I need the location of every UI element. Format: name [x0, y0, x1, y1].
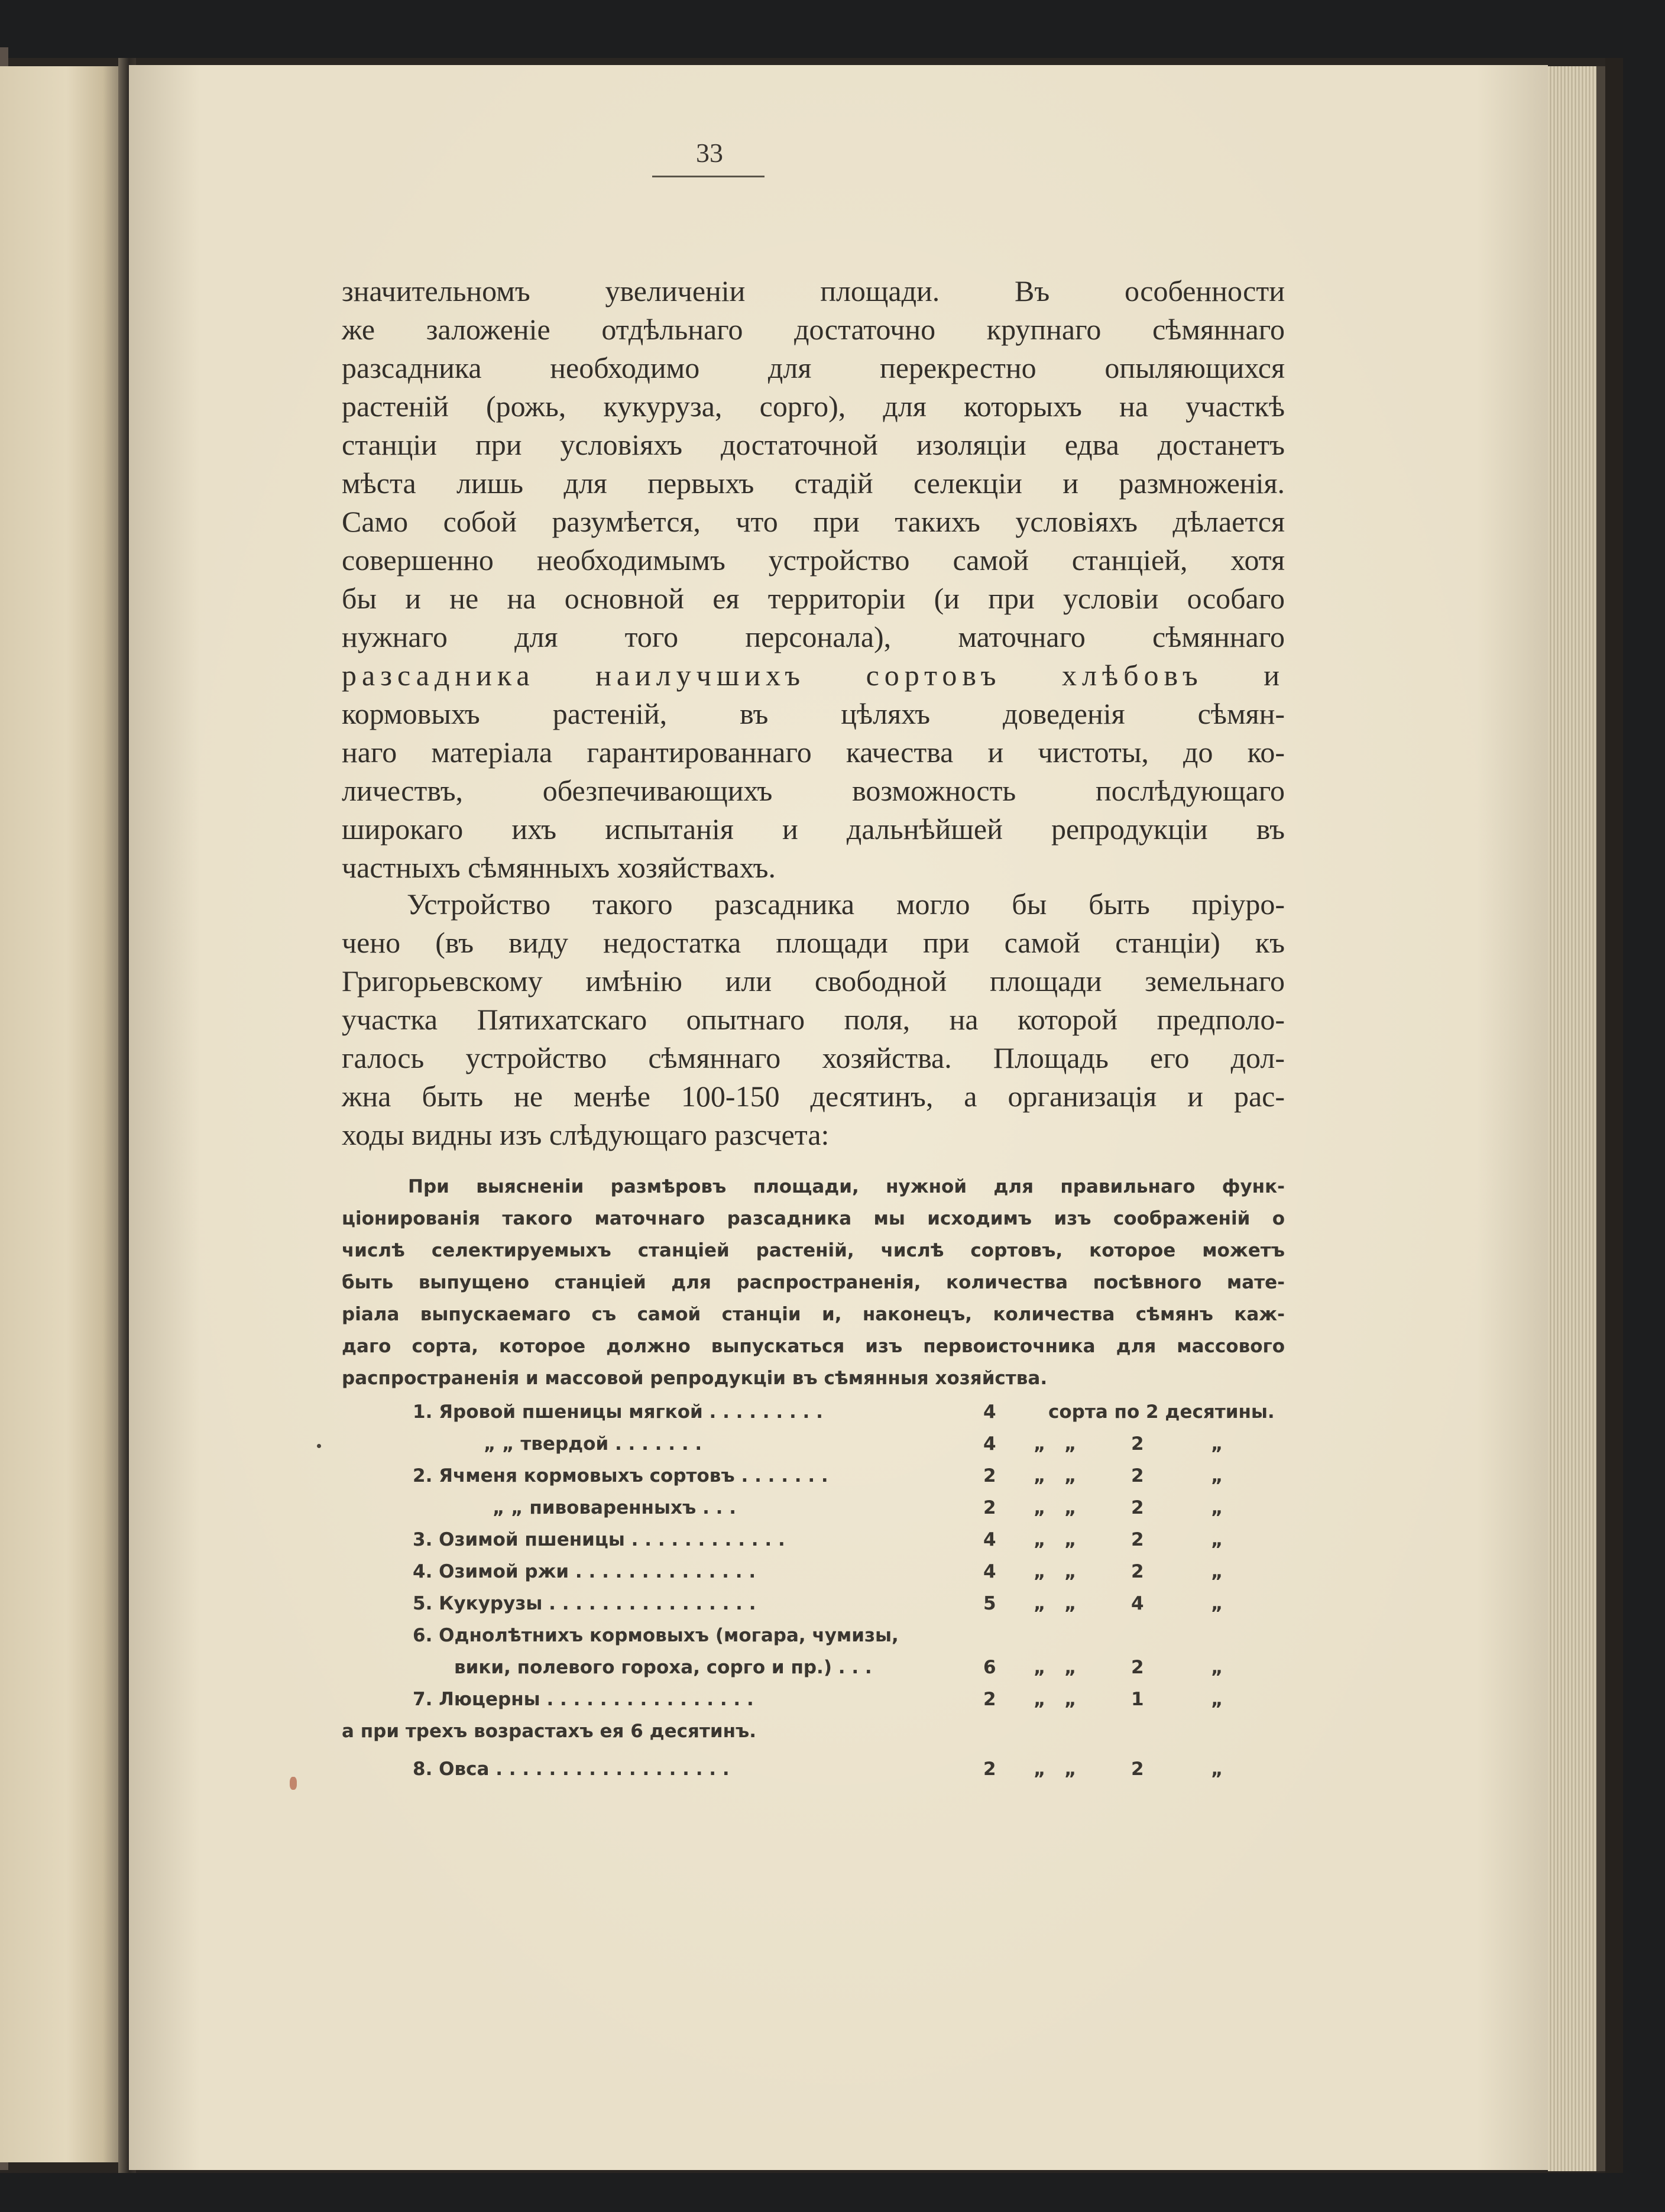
- list-item: [342, 1465, 1288, 1497]
- text-line: галось устройство сѣмяннаго хозяйства. Площадь его дол-: [342, 1041, 1285, 1074]
- text-line: значительномъ увеличеніи площади. Въ особенности: [342, 274, 1285, 307]
- list-item-value: 2: [1131, 1758, 1144, 1780]
- text-line: кормовыхъ растеній, въ цѣляхъ доведенія сѣмян-: [342, 697, 1285, 730]
- list-item-value: 2: [1131, 1657, 1144, 1678]
- text-line: частныхъ сѣмянныхъ хозяйствахъ.: [342, 851, 776, 884]
- list-item-label: вики, полевого гороха, сорго и пр.) . . .: [454, 1657, 872, 1678]
- list-item: [342, 1433, 1288, 1465]
- list-item: [342, 1689, 1288, 1721]
- list-item-count: 4: [983, 1561, 996, 1582]
- paragraph-2: [342, 885, 1285, 1154]
- ditto-mark: „: [1064, 1657, 1077, 1678]
- list-item-label: 1. Яровой пшеницы мягкой . . . . . . . . .: [413, 1401, 823, 1423]
- ditto-mark: „: [1034, 1433, 1046, 1455]
- list-item-count: 4: [983, 1433, 996, 1455]
- list-item-label: 2. Ячменя кормовыхъ сортовъ . . . . . . .: [413, 1465, 828, 1486]
- list-item-count: 4: [983, 1529, 996, 1550]
- ditto-mark: „: [1064, 1497, 1077, 1518]
- list-item: [342, 1561, 1288, 1593]
- ditto-mark: „: [1034, 1657, 1046, 1678]
- text-line: же заложеніе отдѣльнаго достаточно крупнаго сѣмяннаго: [342, 313, 1285, 346]
- list-note: [342, 1721, 1288, 1753]
- list-item: [342, 1529, 1288, 1561]
- text-line: станціи при условіяхъ достаточной изоляціи едва достанетъ: [342, 428, 1285, 461]
- crop-area-list: [342, 1401, 1288, 1790]
- text-line: мѣста лишь для первыхъ стадій селекціи и размноженія.: [342, 467, 1285, 500]
- list-item-label: 3. Озимой пшеницы . . . . . . . . . . . .: [413, 1529, 785, 1550]
- text-line: широкаго ихъ испытанія и дальнѣйшей репродукціи въ: [342, 812, 1285, 846]
- list-item-unit-text: сорта по 2 десятины.: [1048, 1401, 1275, 1423]
- list-note-label: а при трехъ возрастахъ ея 6 десятинъ.: [342, 1721, 757, 1742]
- text-line: разсадника необходимо для перекрестно опыляющихся: [342, 351, 1285, 384]
- list-item-label: „ „ пивоваренныхъ . . .: [493, 1497, 737, 1518]
- text-line: участка Пятихатскаго опытнаго поля, на которой предполо-: [342, 1003, 1285, 1036]
- text-line: совершенно необходимымъ устройство самой станціей, хотя: [342, 543, 1285, 577]
- small-text-line: быть выпущено станціей для распространенія, количества посѣвного мате-: [342, 1272, 1285, 1293]
- list-item-count: 2: [983, 1465, 996, 1486]
- ditto-mark: „: [1064, 1758, 1077, 1780]
- small-text-line: числѣ селектируемыхъ станціей растеній, числѣ сортовъ, которое можетъ: [342, 1240, 1285, 1261]
- stray-ink-mark: [317, 1444, 321, 1448]
- text-line: наго матеріала гарантированнаго качества и чистоты, до ко-: [342, 736, 1285, 769]
- small-text-line: ріала выпускаемаго съ самой станціи и, наконецъ, количества сѣмянъ каж-: [342, 1304, 1285, 1325]
- ditto-mark: „: [1064, 1433, 1077, 1455]
- ditto-mark: „: [1064, 1593, 1077, 1614]
- list-item: [342, 1758, 1288, 1790]
- text-line-spaced: разсадника наилучшихъ сортовъ хлѣбовъ и: [342, 659, 1285, 692]
- list-item-count: 4: [983, 1401, 996, 1423]
- text-line: Григорьевскому имѣнію или свободной площади земельнаго: [342, 964, 1285, 997]
- text-line: личествъ, обезпечивающихъ возможность послѣдующаго: [342, 774, 1285, 807]
- list-item-count: 2: [983, 1689, 996, 1710]
- list-item-value: 2: [1131, 1561, 1144, 1582]
- text-line: Устройство такого разсадника могло бы быть пріуро-: [407, 888, 1285, 921]
- ditto-mark: „: [1034, 1758, 1046, 1780]
- small-text-line: даго сорта, которое должно выпускаться изъ первоисточника для массового: [342, 1336, 1285, 1357]
- list-item-label: 4. Озимой ржи . . . . . . . . . . . . . .: [413, 1561, 756, 1582]
- ditto-mark: „: [1211, 1593, 1223, 1614]
- ditto-mark: „: [1211, 1657, 1223, 1678]
- list-item-label: 7. Люцерны . . . . . . . . . . . . . . . .: [413, 1689, 754, 1710]
- list-item-value: 4: [1131, 1593, 1144, 1614]
- small-print-paragraph: [342, 1171, 1285, 1394]
- ditto-mark: „: [1211, 1433, 1223, 1455]
- ditto-mark: „: [1064, 1689, 1077, 1710]
- list-item-count: 2: [983, 1758, 996, 1780]
- list-item-value: 2: [1131, 1465, 1144, 1486]
- ditto-mark: „: [1211, 1561, 1223, 1582]
- text-line: бы и не на основной ея территоріи (и при условіи особаго: [342, 582, 1285, 615]
- text-line: чено (въ виду недостатка площади при самой станціи) къ: [342, 926, 1285, 959]
- list-item-value: 1: [1131, 1689, 1144, 1710]
- page-number-rule: [652, 176, 765, 177]
- page-edge-shadow: [1596, 66, 1605, 2171]
- list-item-count: 6: [983, 1657, 996, 1678]
- ditto-mark: „: [1034, 1529, 1046, 1550]
- list-item-count: 5: [983, 1593, 996, 1614]
- list-item-value: 2: [1131, 1529, 1144, 1550]
- ditto-mark: „: [1211, 1758, 1223, 1780]
- ditto-mark: „: [1211, 1497, 1223, 1518]
- right-board: [1605, 58, 1623, 2173]
- page-number: 33: [696, 138, 723, 168]
- ditto-mark: „: [1034, 1593, 1046, 1614]
- small-text-line: ціонированія такого маточнаго разсадника мы исходимъ изъ соображеній о: [342, 1208, 1285, 1229]
- text-line: Само собой разумѣется, что при такихъ условіяхъ дѣлается: [342, 505, 1285, 538]
- ditto-mark: „: [1064, 1529, 1077, 1550]
- list-item-label: „ „ твердой . . . . . . .: [484, 1433, 702, 1455]
- ditto-mark: „: [1211, 1529, 1223, 1550]
- list-item-label: 5. Кукурузы . . . . . . . . . . . . . . . .: [413, 1593, 756, 1614]
- list-item: [342, 1401, 1288, 1433]
- list-item-value: 2: [1131, 1497, 1144, 1518]
- list-item: [342, 1625, 1288, 1657]
- red-ink-mark: [290, 1777, 297, 1790]
- list-item-value: 2: [1131, 1433, 1144, 1455]
- ditto-mark: „: [1034, 1689, 1046, 1710]
- small-text-line: При выясненіи размѣровъ площади, нужной для правильнаго функ-: [408, 1176, 1285, 1197]
- text-line: ходы видны изъ слѣдующаго разсчета:: [342, 1118, 830, 1151]
- list-item-label: 6. Однолѣтнихъ кормовыхъ (могара, чумизы,: [413, 1625, 899, 1646]
- small-text-line: распространенія и массовой репродукціи въ сѣмянныя хозяйства.: [342, 1368, 1048, 1389]
- text-line: жна быть не менѣе 100-150 десятинъ, а организація и рас-: [342, 1080, 1285, 1113]
- ditto-mark: „: [1034, 1561, 1046, 1582]
- paragraph-1: [342, 272, 1285, 887]
- list-item-label: 8. Овса . . . . . . . . . . . . . . . . . .: [413, 1758, 730, 1780]
- list-item: [342, 1497, 1288, 1529]
- ditto-mark: „: [1064, 1561, 1077, 1582]
- ditto-mark: „: [1034, 1465, 1046, 1486]
- ditto-mark: „: [1211, 1689, 1223, 1710]
- ditto-mark: „: [1064, 1465, 1077, 1486]
- list-item-count: 2: [983, 1497, 996, 1518]
- text-line: растеній (рожь, кукуруза, сорго), для которыхъ на участкѣ: [342, 390, 1285, 423]
- list-item: [342, 1593, 1288, 1625]
- left-page-edge: [0, 66, 121, 2162]
- page-stack-edges: [1548, 66, 1604, 2171]
- ditto-mark: „: [1211, 1465, 1223, 1486]
- text-line: нужнаго для того персонала), маточнаго сѣмяннаго: [342, 620, 1285, 653]
- list-item: [342, 1657, 1288, 1689]
- ditto-mark: „: [1034, 1497, 1046, 1518]
